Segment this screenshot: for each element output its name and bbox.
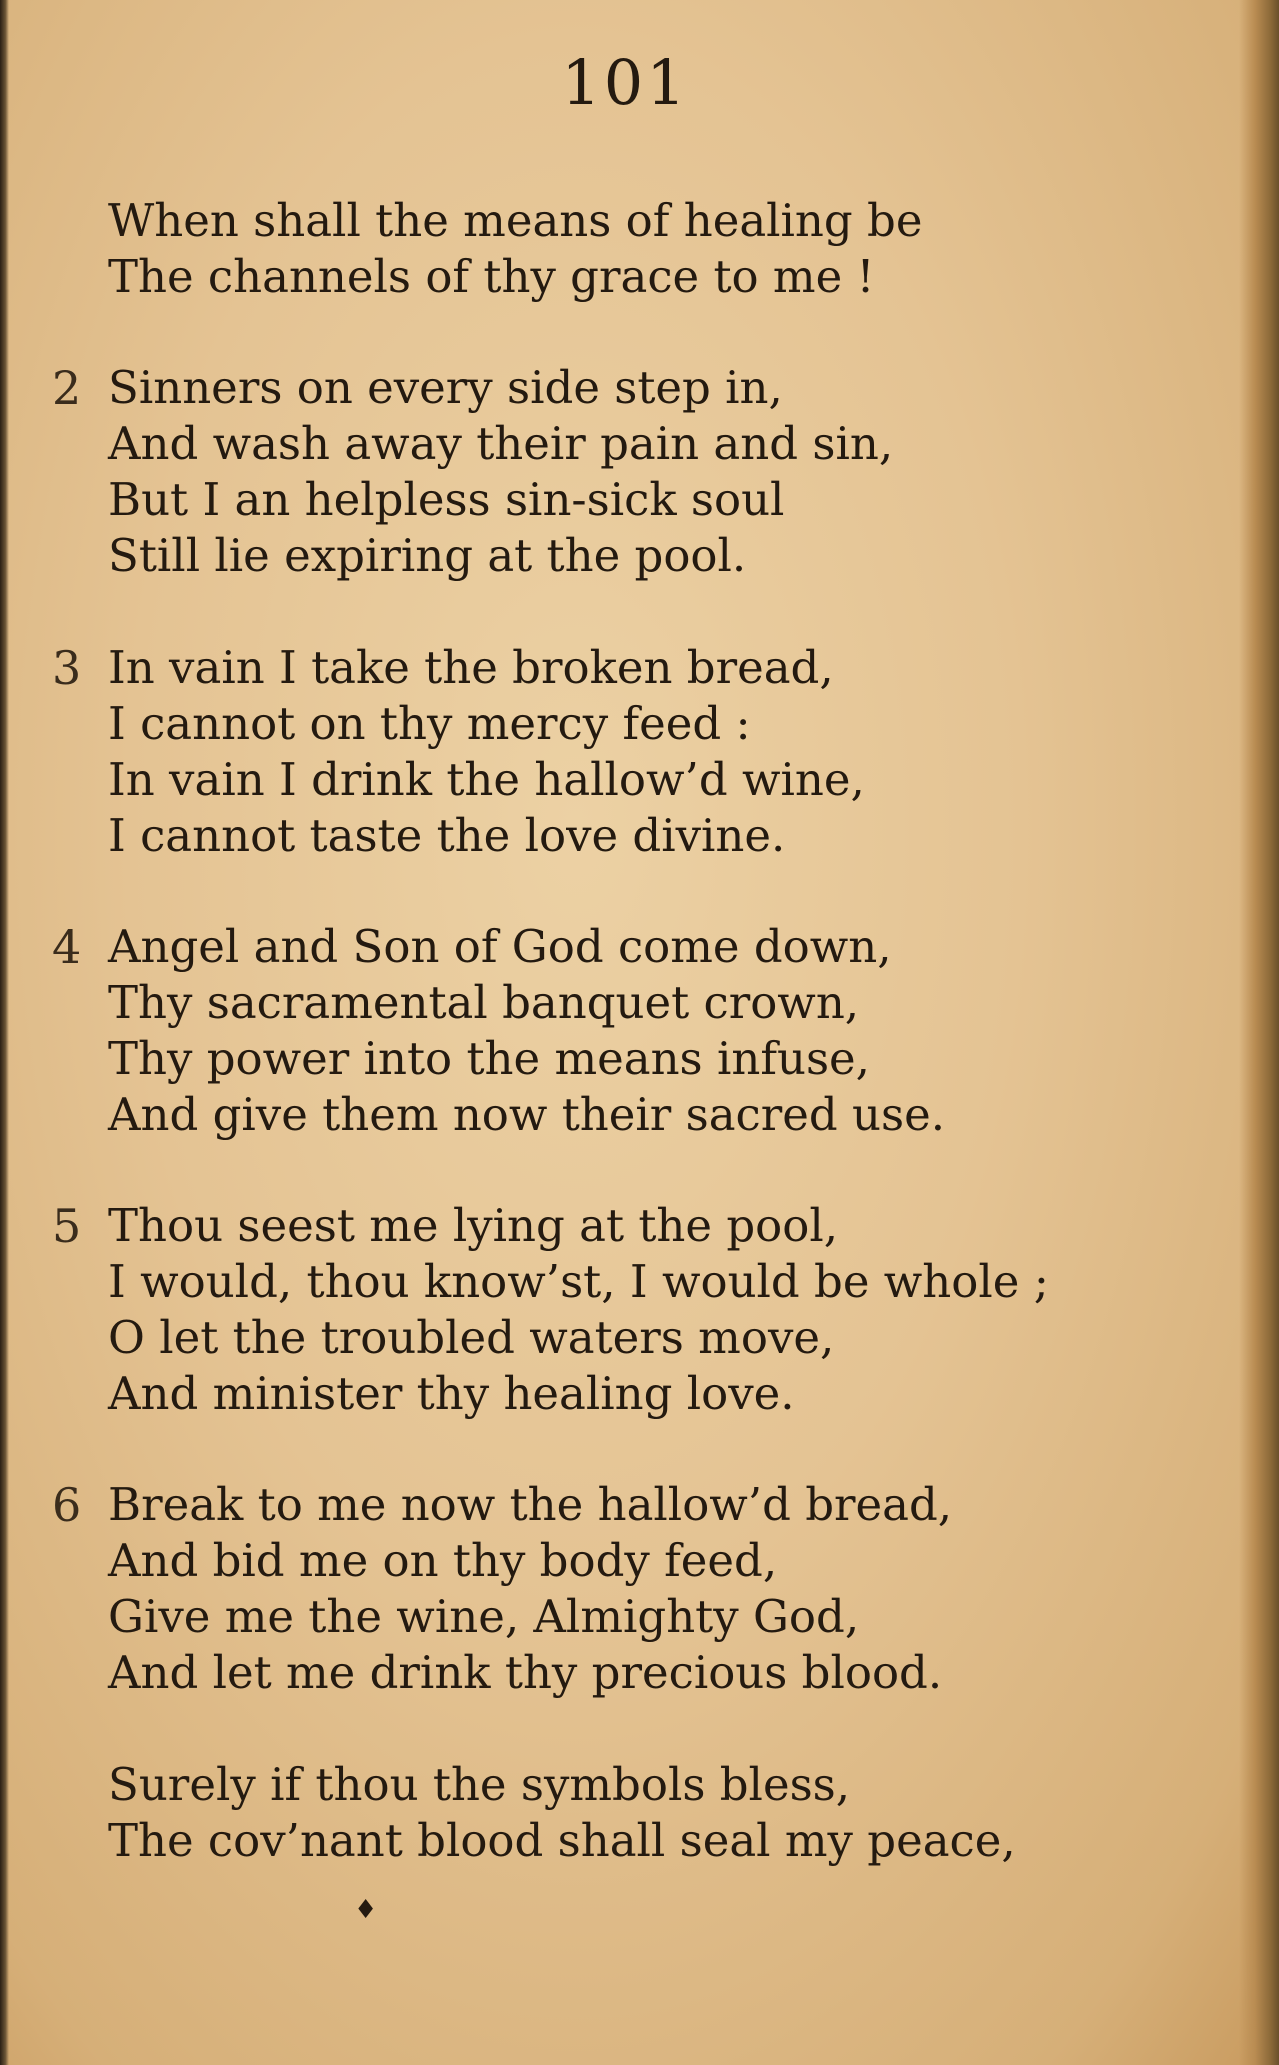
hymn-line: In vain I drink the hallow’d wine, [108,753,865,806]
hymn-line: In vain I take the broken bread, [108,641,834,694]
verse-number: 2 [52,361,82,415]
hymn-line: Give me the wine, Almighty God, [108,1590,860,1643]
verse-number: 6 [52,1478,82,1532]
hymn-line: Thou seest me lying at the pool, [108,1199,839,1252]
hymn-line: Angel and Son of God come down, [108,920,892,973]
hymn-line: And let me drink thy precious blood. [108,1646,943,1699]
printer-ornament-icon: ♦ [354,1895,378,1925]
stanza-continuation-bottom [0,1757,1200,1869]
hymn-line: But I an helpless sin-sick soul [108,473,785,526]
hymn-line: Thy power into the means infuse, [108,1032,870,1085]
hymn-line: When shall the means of healing be [108,194,923,247]
hymn-line: I cannot on thy mercy feed : [108,697,751,750]
hymn-line: O let the troubled waters move, [108,1311,835,1364]
stanza-3 [0,640,1200,864]
page-right-edge [1239,0,1279,2065]
hymn-line: And bid me on thy body feed, [108,1534,778,1587]
hymn-line: The cov’nant blood shall seal my peace, [108,1814,1016,1867]
hymn-line: And wash away their pain and sin, [108,417,894,470]
hymn-line: And give them now their sacred use. [108,1088,946,1141]
hymn-line: I would, thou know’st, I would be whole ; [108,1255,1049,1308]
verse-number: 5 [52,1199,82,1253]
hymn-line: Thy sacramental banquet crown, [108,976,860,1029]
stanza-5 [0,1198,1200,1422]
stanza-continuation-top [0,193,1200,305]
stanza-2 [0,360,1200,584]
hymn-line: Still lie expiring at the pool. [108,529,747,582]
stanza-6 [0,1477,1200,1701]
stanza-4 [0,919,1200,1143]
page-number: 101 [561,46,689,119]
hymn-line: Break to me now the hallow’d bread, [108,1478,953,1531]
hymn-line: Surely if thou the symbols bless, [108,1758,851,1811]
hymn-line: Sinners on every side step in, [108,361,783,414]
verse-number: 3 [52,641,82,695]
hymn-line: And minister thy healing love. [108,1367,795,1420]
hymn-line: I cannot taste the love divine. [108,809,786,862]
verse-number: 4 [52,920,82,974]
hymn-line: The channels of thy grace to me ! [108,250,875,303]
